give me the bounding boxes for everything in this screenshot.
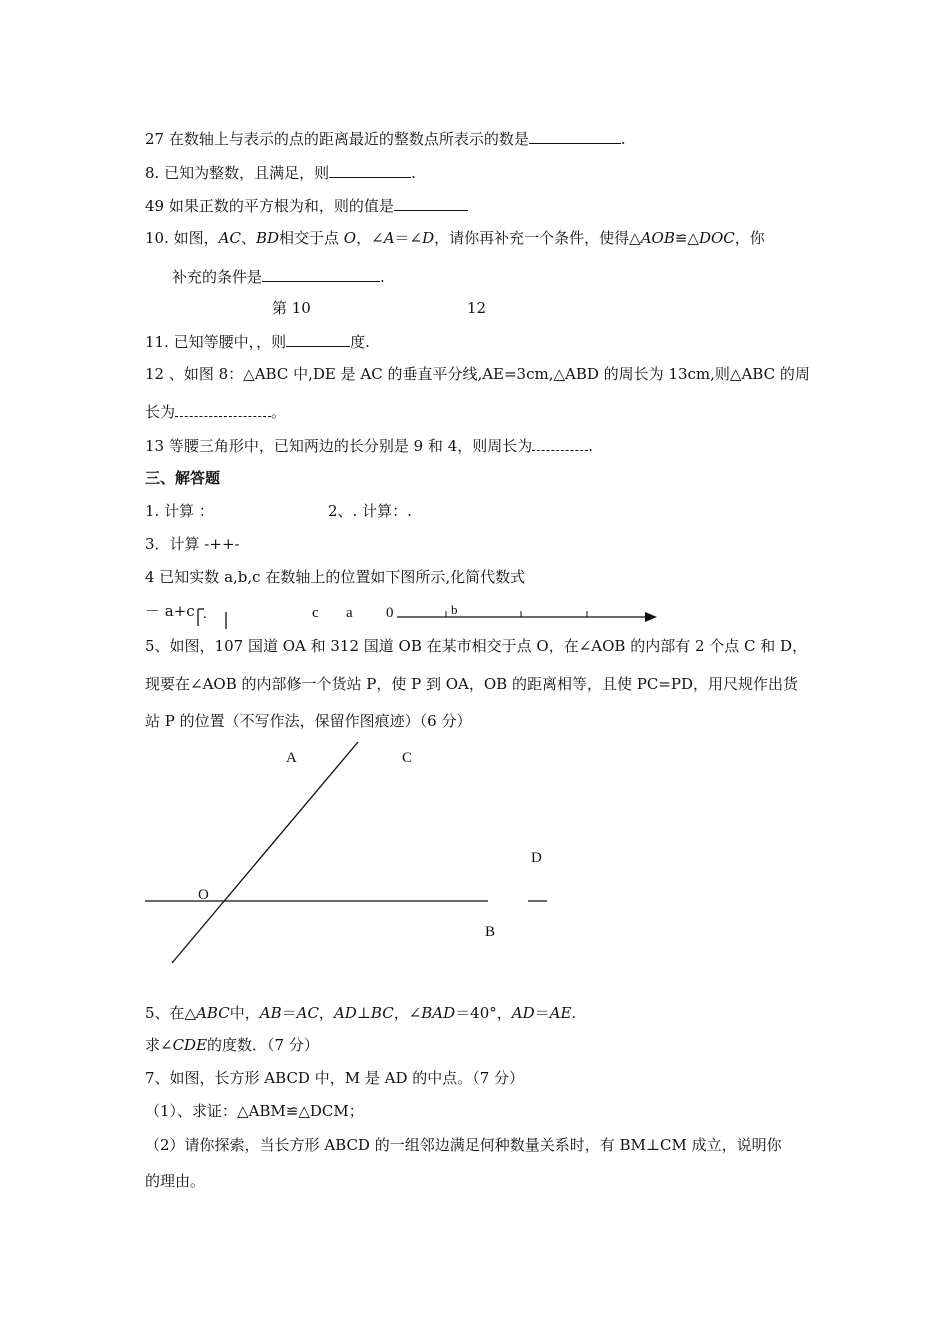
solve-5-line-2: 现要在∠AOB 的内部修一个货站 P，使 P 到 OA，OB 的距离相等，且使 PC=PD，用尺规作出货 xyxy=(145,675,798,693)
label-point-o: O xyxy=(198,887,209,903)
period: 。 xyxy=(271,403,287,421)
angle-d: D xyxy=(422,229,435,247)
question-49-text: 49 如果正数的平方根为和，则的值是 xyxy=(145,197,394,215)
unit: 度. xyxy=(350,333,370,351)
q10-eq: ＝∠ xyxy=(394,229,423,247)
solve-5-line-3: 站 P 的位置（不写作法，保留作图痕迹）（6 分） xyxy=(145,712,472,730)
label-b: b xyxy=(451,602,458,617)
s5d-prefix: 5、在△ xyxy=(145,1004,197,1022)
segment-ad: AD xyxy=(333,1004,357,1022)
period: . xyxy=(380,268,385,286)
solve-7-part-2-line-1: （2）请你探索，当长方形 ABCD 的一组邻边满足何种数量关系时，有 BM⊥CM 成立，说明你 xyxy=(145,1136,782,1154)
segment-ab: AB xyxy=(259,1004,282,1022)
q10-cong: ≌△ xyxy=(674,229,699,247)
q10-text-5: ，你 xyxy=(734,229,765,247)
q10-prefix: 10. 如图， xyxy=(145,229,219,247)
label-zero: 0 xyxy=(386,605,394,621)
angle-cde: CDE xyxy=(172,1036,208,1054)
question-11-text: 11. 已知等腰中，，则 xyxy=(145,333,287,351)
number-line-dot: . xyxy=(203,606,207,622)
label-point-d: D xyxy=(531,850,542,866)
figure-caption-10: 第 10 xyxy=(272,299,311,317)
angle-bad: BAD xyxy=(421,1004,456,1022)
solve-5b-line-2 xyxy=(145,1035,319,1055)
s5e-text: 的度数．（7 分） xyxy=(207,1036,319,1054)
number-line-expression: － a+c xyxy=(145,602,195,620)
segment-bd: BD xyxy=(255,229,280,247)
segment-ad-2: AD xyxy=(511,1004,535,1022)
label-point-b: B xyxy=(485,924,496,940)
angle-a: A xyxy=(383,229,395,247)
solve-7-part-2-line-2: 的理由。 xyxy=(145,1172,206,1190)
s5d-text-5: ＝40°， xyxy=(455,1004,512,1022)
period: . xyxy=(620,130,626,148)
solve-3: 3．计算 -++- xyxy=(145,535,240,553)
label-a: a xyxy=(346,605,353,621)
s5d-perp: ⊥ xyxy=(356,1004,371,1022)
triangle-doc: DOC xyxy=(698,229,735,247)
number-line-arrow xyxy=(645,612,657,622)
q10-text-2: 相交于点 xyxy=(279,229,344,247)
section-heading: 三、解答题 xyxy=(145,469,221,487)
q10-text-4: ，请你再补充一个条件，使得△ xyxy=(434,229,641,247)
question-27-text: 27 在数轴上与表示的点的距离最近的整数点所表示的数是 xyxy=(145,130,529,148)
q10-sep: 、 xyxy=(240,229,256,247)
s5d-text-3: ， xyxy=(318,1004,334,1022)
s5e-prefix: 求∠ xyxy=(145,1036,173,1054)
number-line xyxy=(198,602,657,629)
solve-5b-line-1 xyxy=(145,1003,576,1023)
segment-ac-2: AC xyxy=(296,1004,319,1022)
triangle-aob: AOB xyxy=(640,229,675,247)
solve-4: 4 已知实数 a,b,c 在数轴上的位置如下图所示,化简代数式 xyxy=(145,568,526,586)
question-12-line-1: 12 、如图 8：△ABC 中,DE 是 AC 的垂直平分线,AE=3cm,△ABD 的周长为 13cm,则△ABC 的周 xyxy=(145,365,810,383)
solve-2: 2、. 计算：. xyxy=(328,502,412,520)
solve-7-part-1: （1）、求证：△ABM≌△DCM； xyxy=(145,1102,364,1120)
q10-answer-prompt: 补充的条件是 xyxy=(172,268,263,286)
s5d-text-4: ，∠ xyxy=(393,1004,422,1022)
question-8-text: 8. 已知为整数，且满足，则 xyxy=(145,164,330,182)
solve-5-line-1: 5、如图，107 国道 OA 和 312 国道 OB 在某市相交于点 O，在∠AOB 的内部有 2 个点 C 和 D， xyxy=(145,637,808,655)
s5d-eq-2: ＝ xyxy=(534,1004,550,1022)
solve-1: 1. 计算 ： xyxy=(145,502,214,520)
label-point-c: C xyxy=(402,750,413,766)
s5d-text-2: 中， xyxy=(229,1004,260,1022)
label-c: c xyxy=(312,605,319,621)
period: . xyxy=(571,1004,577,1022)
segment-ac: AC xyxy=(218,229,241,247)
period: . xyxy=(588,437,594,455)
q12-prompt: 长为 xyxy=(145,403,176,421)
segment-bc: BC xyxy=(370,1004,394,1022)
solve-7: 7、如图，长方形 ABCD 中，M 是 AD 的中点。（7 分） xyxy=(145,1069,525,1087)
figure-roads xyxy=(145,742,547,963)
q10-text-3: ，∠ xyxy=(356,229,384,247)
period: . xyxy=(411,164,416,182)
triangle-abc: ABC xyxy=(196,1004,230,1022)
question-13-text: 13 等腰三角形中，已知两边的长分别是 9 和 4，则周长为 xyxy=(145,437,533,455)
s5d-eq-1: ＝ xyxy=(281,1004,297,1022)
road-oa xyxy=(172,742,358,963)
label-point-a: A xyxy=(286,750,297,766)
point-o: O xyxy=(343,229,357,247)
segment-ae: AE xyxy=(549,1004,572,1022)
figure-caption-12: 12 xyxy=(467,299,487,317)
